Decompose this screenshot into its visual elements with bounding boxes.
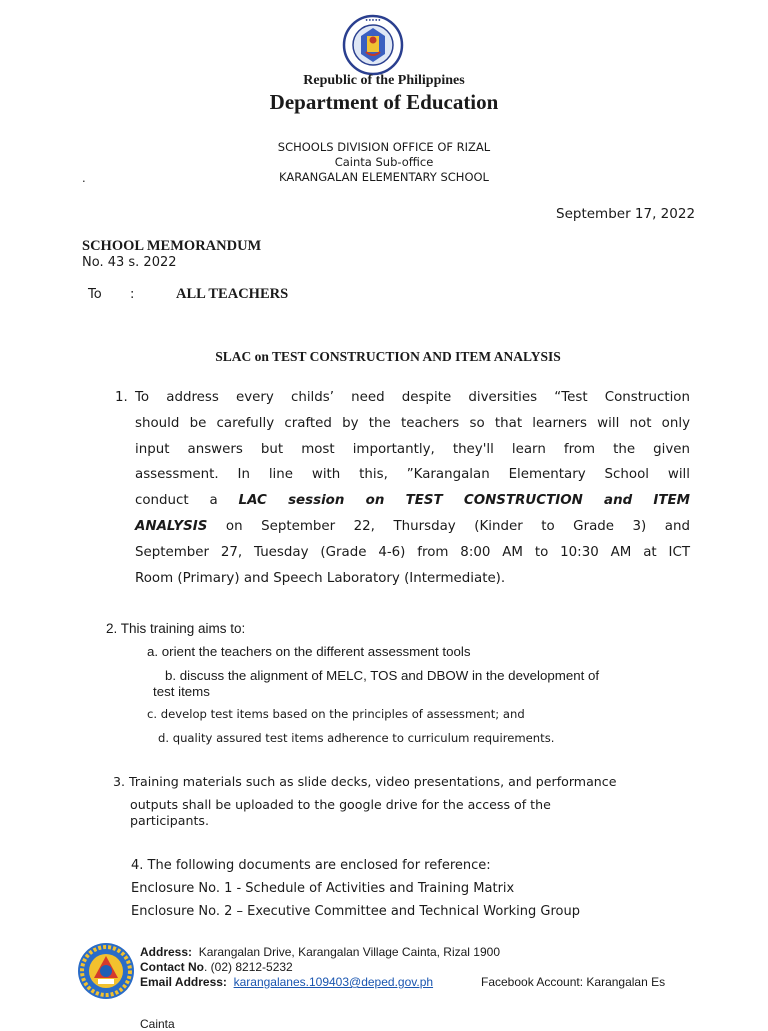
footer-email [140, 975, 433, 989]
item1-line5-pre: conduct a [135, 493, 218, 509]
item1-paragraph [135, 385, 690, 591]
email-label: Email Address: [140, 975, 227, 989]
item1-number: 1. [115, 390, 128, 405]
item1-line: should be carefully crafted by the teachers so that learners will not only [135, 415, 690, 431]
enclosure-2: Enclosure No. 2 – Executive Committee and Technical Working Group [131, 904, 580, 919]
contact-value: . (02) 8212-5232 [204, 960, 293, 974]
stray-mark: . [82, 171, 86, 185]
item1-line [135, 514, 690, 540]
suboffice-name: Cainta Sub-office [334, 155, 434, 169]
item2-c: c. develop test items based on the principles of assessment; and [147, 707, 525, 721]
to-value: ALL TEACHERS [176, 286, 289, 302]
division-name: SCHOOLS DIVISION OFFICE OF RIZAL [277, 140, 491, 154]
item2-b-line2: test items [153, 684, 210, 699]
item1-line: Room (Primary) and Speech Laboratory (Intermediate). [135, 570, 506, 586]
item3-line3: participants. [130, 813, 209, 828]
item1-line: input answers but most importantly, they'll learn from the given [135, 441, 690, 457]
department-title: Department of Education [269, 90, 499, 114]
footer-cutoff: Cainta [140, 1017, 175, 1031]
item4-intro: 4. The following documents are enclosed for reference: [131, 858, 491, 873]
item3-line1: 3. Training materials such as slide decks, video presentations, and performance [113, 774, 617, 789]
memo-number: No. 43 s. 2022 [82, 255, 177, 270]
item2-intro: 2. This training aims to: [106, 621, 246, 636]
memo-subject: SLAC on TEST CONSTRUCTION AND ITEM ANALYSIS [215, 349, 561, 364]
to-colon: : [130, 287, 135, 302]
item1-line: assessment. In line with this, ”Karangalan Elementary School will [135, 467, 690, 483]
memo-date: September 17, 2022 [556, 206, 696, 222]
enclosure-1: Enclosure No. 1 - Schedule of Activities and Training Matrix [131, 881, 515, 896]
to-label: To [88, 287, 102, 302]
item1-line6-post: on September 22, Thursday (Kinder to Grade 3) and [225, 518, 690, 534]
email-link[interactable]: karangalanes.109403@deped.gov.ph [233, 975, 434, 989]
school-name: KARANGALAN ELEMENTARY SCHOOL [279, 170, 489, 184]
item2-d: d. quality assured test items adherence to curriculum requirements. [158, 731, 555, 745]
contact-label: Contact No [140, 960, 204, 974]
memo-type: SCHOOL MEMORANDUM [82, 238, 262, 254]
deped-seal-logo [333, 14, 413, 76]
footer-facebook: Facebook Account: Karangalan Es [481, 975, 666, 989]
address-value: Karangalan Drive, Karangalan Village Cainta, Rizal 1900 [198, 945, 500, 959]
footer-contact [140, 960, 293, 974]
address-label: Address: [140, 945, 193, 959]
item3-line2: outputs shall be uploaded to the google drive for the access of the [130, 797, 551, 812]
item1-line [135, 488, 690, 514]
analysis-emphasis: ANALYSIS [135, 518, 208, 534]
item1-line: To address every childs’ need despite diversities “Test Construction [135, 390, 690, 405]
lac-session-emphasis: LAC session on TEST CONSTRUCTION and ITEM [238, 493, 691, 509]
item2-a: a. orient the teachers on the different assessment tools [147, 644, 471, 659]
item2-b-line1: b. discuss the alignment of MELC, TOS and DBOW in the development of [165, 668, 600, 683]
republic-line: Republic of the Philippines [303, 73, 465, 88]
svg-text:•••••: ••••• [365, 18, 381, 24]
footer-address [140, 945, 500, 959]
school-logo [76, 941, 136, 1001]
item1-line: September 27, Tuesday (Grade 4-6) from 8:00 AM to 10:30 AM at ICT [135, 544, 690, 560]
